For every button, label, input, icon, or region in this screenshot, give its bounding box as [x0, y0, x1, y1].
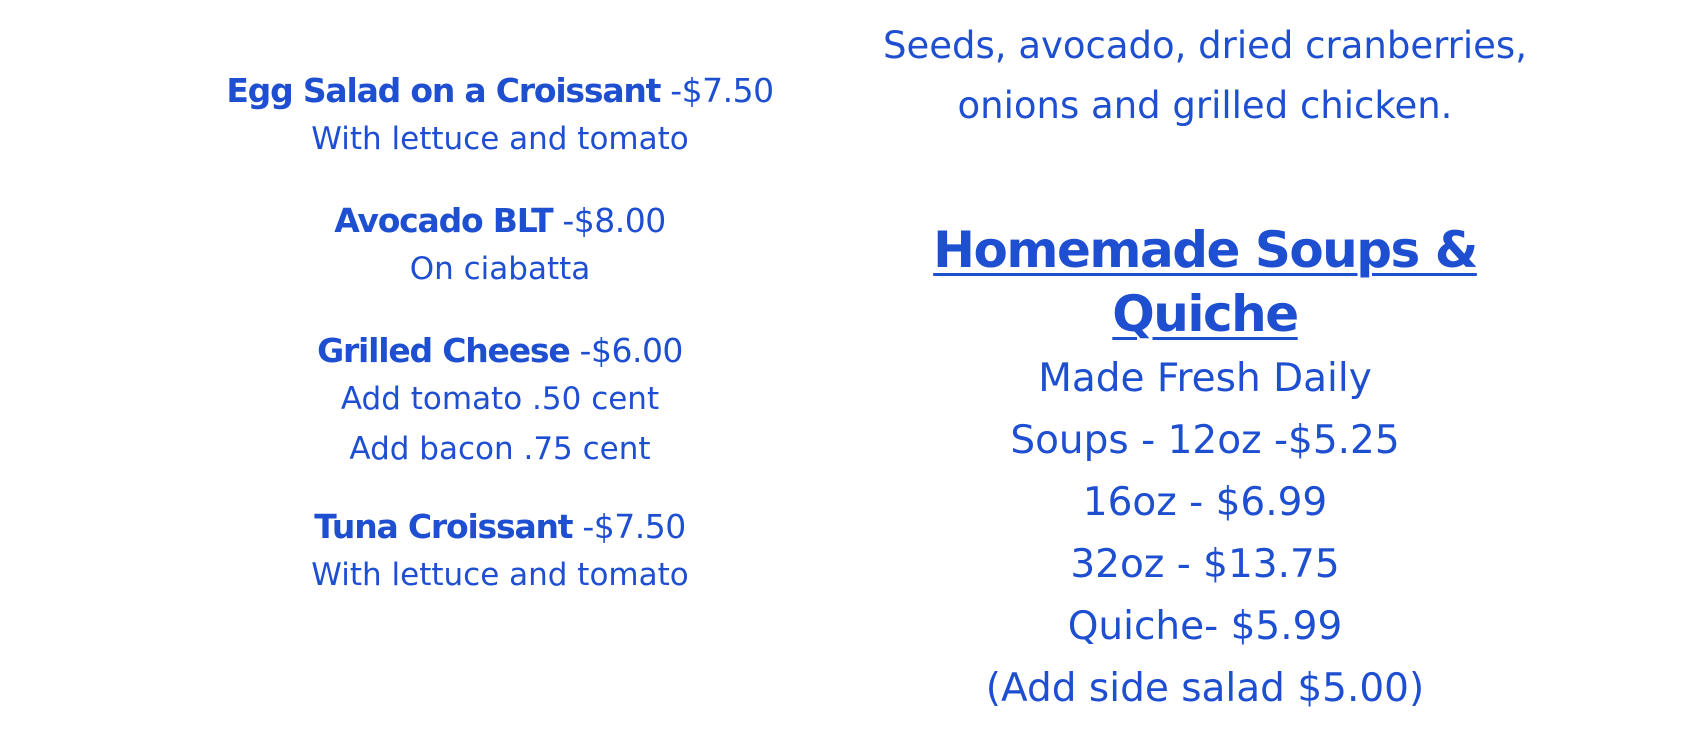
menu-item-description: On ciabatta: [409, 251, 591, 287]
soup-price-line: 16oz - $6.99: [1082, 480, 1328, 525]
soups-section-title: Homemade Soups & Quiche: [933, 221, 1477, 343]
menu-item-title: [200, 506, 800, 548]
menu-item-description: With lettuce and tomato: [311, 121, 689, 157]
side-salad-addon-line: (Add side salad $5.00): [985, 666, 1425, 711]
soup-price-line: Soups - 12oz -$5.25: [1010, 418, 1400, 463]
menu-item-name: Egg Salad on a Croissant: [226, 71, 661, 110]
sandwich-menu-column: [200, 70, 800, 602]
menu-item-title: [200, 70, 800, 112]
salad-description-line: Seeds, avocado, dried cranberries,: [883, 24, 1527, 67]
menu-item-price: -$6.00: [569, 331, 683, 370]
menu-item-addon: Add tomato .50 cent: [340, 381, 660, 417]
soups-subtitle: Made Fresh Daily: [1038, 356, 1372, 401]
menu-item-egg-salad: [200, 70, 800, 166]
menu-item-name: Grilled Cheese: [317, 331, 570, 370]
salad-description-line: onions and grilled chicken.: [957, 84, 1453, 127]
quiche-price-line: Quiche- $5.99: [1067, 604, 1343, 649]
menu-item-description: With lettuce and tomato: [311, 557, 689, 593]
menu-item-name: Avocado BLT: [334, 201, 553, 240]
menu-item-avocado-blt: [200, 200, 800, 296]
menu-item-title: [200, 200, 800, 242]
menu-item-price: -$8.00: [552, 201, 666, 240]
menu-item-tuna-croissant: [200, 506, 800, 602]
soup-price-line: 32oz - $13.75: [1070, 542, 1340, 587]
menu-item-title: [200, 330, 800, 372]
menu-item-name: Tuna Croissant: [314, 507, 573, 546]
menu-item-price: -$7.50: [660, 71, 774, 110]
menu-item-price: -$7.50: [572, 507, 686, 546]
soups-menu-column: [840, 16, 1570, 720]
menu-item-addon: Add bacon .75 cent: [349, 431, 651, 467]
menu-item-grilled-cheese: [200, 330, 800, 472]
